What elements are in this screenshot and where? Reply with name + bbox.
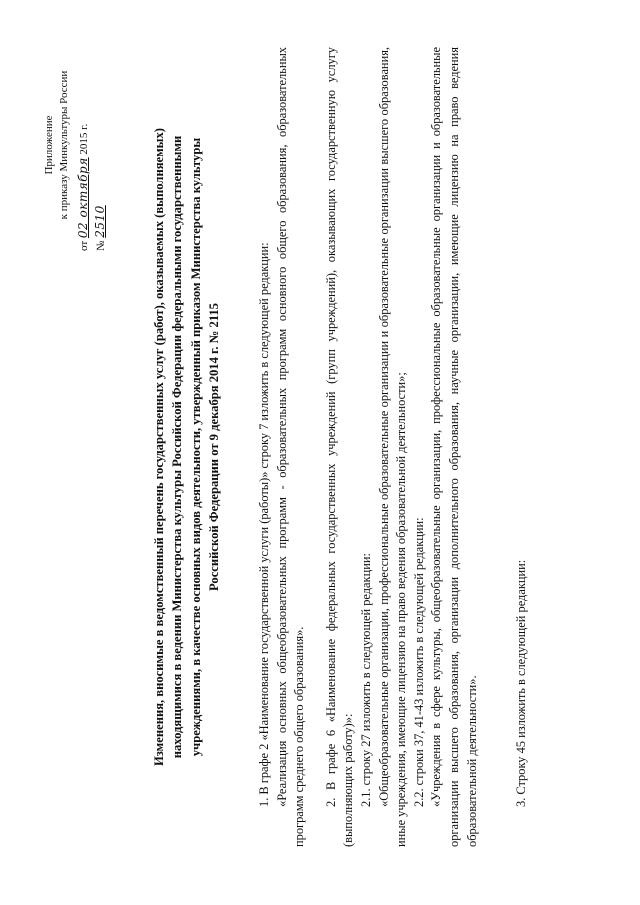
paragraph-2-2-quote: «Учреждения в сфере культуры, общеобразовательные организации, профессиональные образовательные организации и образовательные организации высшего образования, организации дополнительного образования, научные организации, имеющие лицензию на право ведения образовательной деятельности». [429,47,479,847]
paragraph-2-2: 2.2. строки 37, 41-43 изложить в следующей редакции: [411,517,426,807]
appendix-order-reference: к приказу Минкультуры России [58,70,71,220]
paragraph-2: 2. В графе 6 «Наименование федеральных государственных учреждений (групп учреждений), оказывающих государственную услугу (выполняющих работу)»: [323,47,356,847]
paragraph-1: 1. В графе 2 «Наименование государственной услуги (работы)» строку 7 изложить в следующей редакции: [257,242,271,807]
title-line: учреждениями, в качестве основных видов деятельности, утвержденный приказом Министерства культуры [188,137,203,757]
appendix-date-line [75,25,92,265]
title-line: находящимися в ведении Министерства культуры Российской Федерации федеральными государственными [170,135,185,759]
date-year: 2015 г. [77,123,90,155]
appendix-block [42,25,110,265]
handwritten-date: 02 октября [75,157,90,239]
title-line: Российской Федерации от 9 декабря 2014 г. № 2115 [206,303,221,591]
title-line: Изменения, вносимые в ведомственный перечень государственных услуг (работ), оказываемых (выполняемых) [152,128,166,766]
number-prefix: № [95,240,108,251]
paragraph-2-1: 2.1. строку 27 изложить в следующей редакции: [359,553,374,807]
appendix-number-line [92,25,109,265]
appendix-label: Приложение [43,115,55,175]
paragraph-1-quote: «Реализация основных общеобразовательных программ - образовательных программ основного общего образования, образовательных программ среднего общего образования». [274,47,307,847]
document-title [150,47,223,847]
document-body [256,47,531,847]
date-prefix: от [77,240,90,251]
paragraph-3: 3. Строку 45 изложить в следующей редакции: [514,559,529,807]
handwritten-number: 2510 [93,205,108,238]
paragraph-2-1-quote: «Общеобразовательные организации, профессиональные образовательные организации и образовательные организации высшего образования, иные учреждения, имеющие лицензию на право ведения образовательной деятельности»; [376,47,409,847]
